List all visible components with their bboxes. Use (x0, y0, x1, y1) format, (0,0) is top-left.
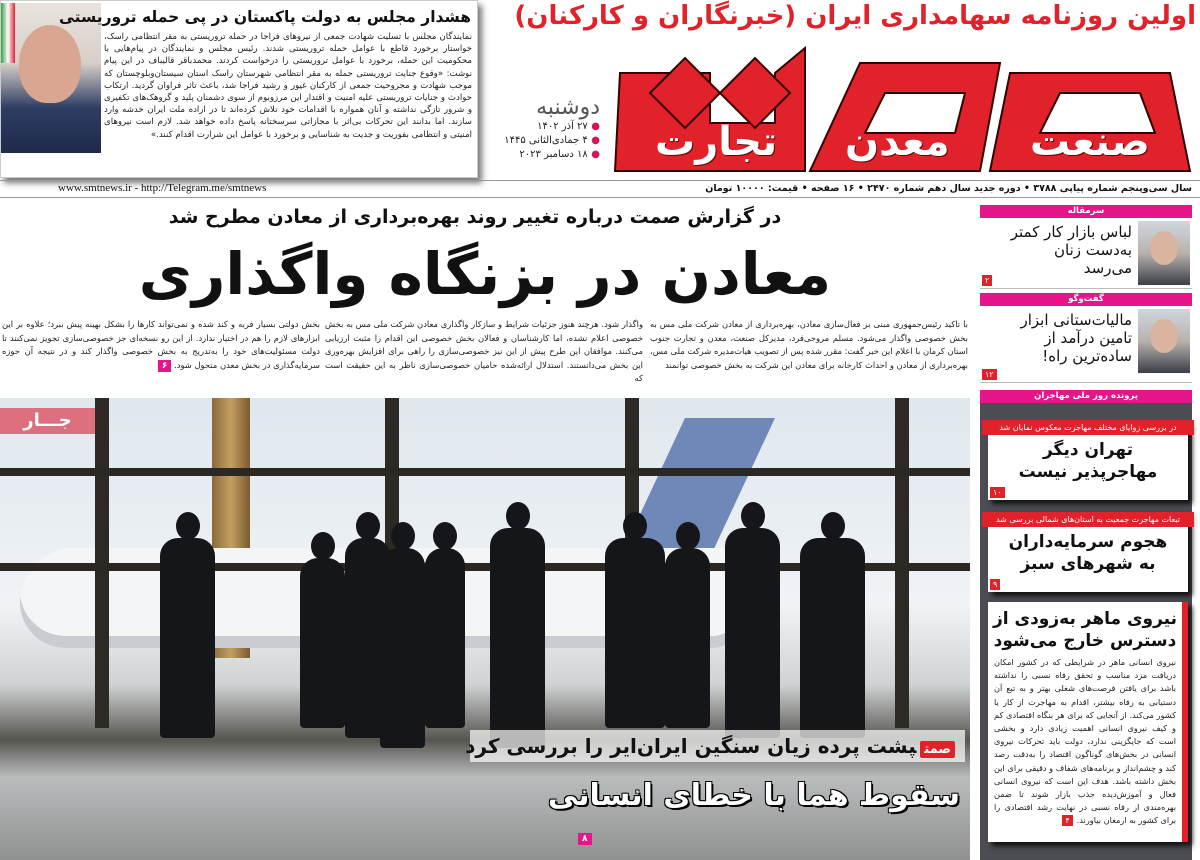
logo-word-trade: تجارت (655, 119, 778, 165)
interview-card[interactable] (980, 307, 1192, 383)
author-photo (1138, 221, 1190, 285)
page-badge[interactable]: ۸ (578, 833, 592, 845)
photo-title[interactable]: سقوط هما با خطای انسانی (547, 778, 960, 813)
page-badge: ۹ (990, 579, 1000, 590)
logo-word-mine: معدن (845, 119, 950, 165)
main-kicker: در گزارش صمت درباره تغییر روند بهره‌برداری از معادن مطرح شد (168, 206, 782, 228)
dossier-item-tab: در بررسی زوایای مختلف مهاجرت معکوس نمایان شد (982, 420, 1194, 435)
dossier-item[interactable] (988, 420, 1188, 500)
masthead-tagline: اولین روزنامه سهامداری ایران (خبرنگاران و کارکنان) (514, 1, 1196, 31)
photo-subtitle-text: پشت پرده زیان سنگین ایران‌ایر را بررسی کرد (465, 734, 917, 758)
editorial-label: سرمقاله (980, 205, 1192, 218)
interview-title: مالیات‌ستانی ابزار تامین درآمد از ساده‌ترین راه! (1020, 311, 1132, 365)
dossier-item-title: نیروی ماهر به‌زودی از دسترس خارج می‌شود (992, 609, 1178, 651)
story-column-2: واگذار شود. هرچند هنوز جزئیات شرایط و سازکار واگذاری معادن شرکت ملی مس به بخش خصوصی اعلام نشده، اما کارشناسان و فعالان بخش خصوصی این اقدام را مثبت ارزیابی می‌کنند. موافقان این طرح پیش از این نیز خصوصی‌سازی را راهی برای افزایش بهره‌وری این بخش می‌دانستند. استدلال ارائه‌شده حامیان خصوصی‌سازی ناظر به این حقیقت است که (325, 319, 643, 383)
page-badge: ۱۲ (982, 369, 997, 380)
dossier-item[interactable] (988, 602, 1188, 842)
page-badge: ۱۰ (990, 487, 1005, 498)
editorial-card[interactable] (980, 219, 1192, 289)
date-gregorian: ۱۸ دسامبر ۲۰۲۳ (519, 149, 588, 160)
interview-label: گفت‌وگو (980, 293, 1192, 306)
story-column-3-text: بخش دولتی بسیار فربه و کند شده و نمی‌تواند کارها را بشکل بهینه پیش ببرد؛ علاوه بر این ابزارهای لازم را هم در اختیار ندارد. از این رو نسخه‌ای جز خصوصی‌سازی تجویز نمی‌کنند تا دولت مسئولیت‌های خود را به‌تدریج به بخش خصوصی واگذار کند و در نتیجه آن حوزه سرمایه‌گذاری در بخش معدن متحول شود. (2, 319, 320, 370)
dossier-label: پرونده روز ملی مهاجران (980, 390, 1192, 403)
page-badge[interactable]: ۶ (158, 360, 172, 372)
dossier-item[interactable] (988, 512, 1188, 592)
photo-subtitle (465, 730, 965, 762)
page-badge: ۲ (982, 275, 992, 286)
story-column-3 (2, 318, 320, 372)
date-block: دوشنبه ● ۲۷ آذر ۱۴۰۲ ● ۴ جمادی‌الثانی ۱۴۴۵ ● ۱۸ دسامبر ۲۰۲۳ (490, 95, 600, 162)
dossier-item-body (988, 652, 1182, 828)
page-badge: ۴ (1062, 815, 1072, 826)
website-links[interactable]: www.smtnews.ir - http://Telegram.me/smtnews (58, 182, 267, 194)
interviewee-photo (1138, 309, 1190, 373)
section-tab-jar[interactable]: جـــار (0, 408, 95, 434)
lead-news-box (0, 0, 478, 178)
date-lunar: ۴ جمادی‌الثانی ۱۴۴۵ (504, 135, 588, 146)
newspaper-logo[interactable] (610, 33, 1195, 173)
main-headline[interactable]: معادن در بزنگاه واگذاری (138, 240, 832, 308)
issue-info: سال سی‌وپنجم شماره پیاپی ۳۷۸۸ • دوره جدید سال دهم شماره ۲۴۷۰ • ۱۶ صفحه • قیمت: ۱۰۰۰۰ تومان (705, 183, 1192, 194)
weekday: دوشنبه (536, 95, 600, 120)
logo-word-industry: صنعت (1030, 119, 1150, 165)
lead-body: نمایندگان مجلس با تسلیت شهادت جمعی از نیروهای فراجا در حمله تروریستی به مقر انتظامی راسک، خواستار برخورد قاطع با عوامل حمله تروریستی شدند. رئیس مجلس و نمایندگان در پیام‌هایی با محکومیت این حمله، برخورد با عوامل تروریستی را درخواست کردند. محمدباقر قالیباف در این پیام نوشت: «وقوع جنایت تروریستی حمله به مقر انتظامی شهرستان راسک استان سیستان‌وبلوچستان که موجب شهادت و مجروحیت جمعی از کارکنان غیور و رشید فراجا شد، باعث تاثر فراوان گردید. ارتکاب حوادث و جنایات تروریستی علیه امنیت و اقتدار این مرزوبوم از سوی دشمنان پلید و گروهک‌های تکفیری و شرور تازگی نداشته و آنان همواره با اقدامات خود تلاش کرده‌اند تا در اراده ملت ایران خدشه وارد سازند. اما بدانند این تحرکات بی‌اثر با مجازاتی سرسختانه پاسخ داده خواهد شد. لازم است نیروهای امنیتی و انتظامی بفوریت و جدیت به شناسایی و برخورد با عوامل این شرارت اقدام کنند.» (104, 32, 472, 140)
dossier-item-title: تهران دیگر مهاجرپذیر نیست (1018, 440, 1158, 482)
editorial-title: لباس بازار کار کمتر به‌دست زنان می‌رسد (1010, 223, 1132, 277)
issue-info-line (0, 180, 1200, 198)
dossier-item-body-text: نیروی انسانی ماهر در شرایطی که در کشور امکان دریافت مزد مناسب و تحقق رفاه نسبی را نداشته باشد برای یافتن فرصت‌های شغلی بهتر و به تبع آن دستیابی به رفاه بیشتر، اقدام به مهاجرت از کار یا کشور می‌کند. از آنجایی که برای هر بنگاه اقتصادی کم و کیف نیروی انسانی اهمیت زیادی دارد و بخشی است که جایگزینی ندارد، دولت باید تحرکات نیروی انسانی در بخش‌های گوناگون اقتصاد را به‌دقت رصد کند و چشم‌انداز و برنامه‌های شفاف و دقیقی برای این بخش داشته باشد. هدف این است که نیروی انسانی فعال و آموزش‌دیده جذب بازار شوند تا ضمن بهره‌مندی از رفاه نسبی در نهایت رشد اقتصادی را برای کشور به ارمغان بیاورند. (994, 657, 1176, 826)
dossier-item-tab: تبعات مهاجرت جمعیت به استان‌های شمالی بررسی شد (982, 512, 1194, 527)
lead-title[interactable]: هشدار مجلس به دولت پاکستان در پی حمله تروریستی (58, 8, 471, 26)
brand-mark: صمت (920, 741, 955, 758)
story-column-1: با تاکید رئیس‌جمهوری مبنی بر فعال‌سازی معادن، بهره‌برداری از معادن شرکت ملی مس به بخش خصوصی واگذار می‌شود. مسلم مروجی‌فرد، مدیرکل صنعت، معدن و تجارت جنوب استان کرمان با اعلام این خبر گفت: مقرر شده پس از تصویب هیات‌مدیره شرکت ملی مس، بهره‌برداری از معادن و احداث کارخانه برای معادن این شرکت به بخش خصوصی توانمند (650, 319, 968, 370)
date-solar: ۲۷ آذر ۱۴۰۲ (537, 121, 588, 132)
dossier-item-title: هجوم سرمایه‌داران به شهرهای سبز (1008, 532, 1168, 574)
